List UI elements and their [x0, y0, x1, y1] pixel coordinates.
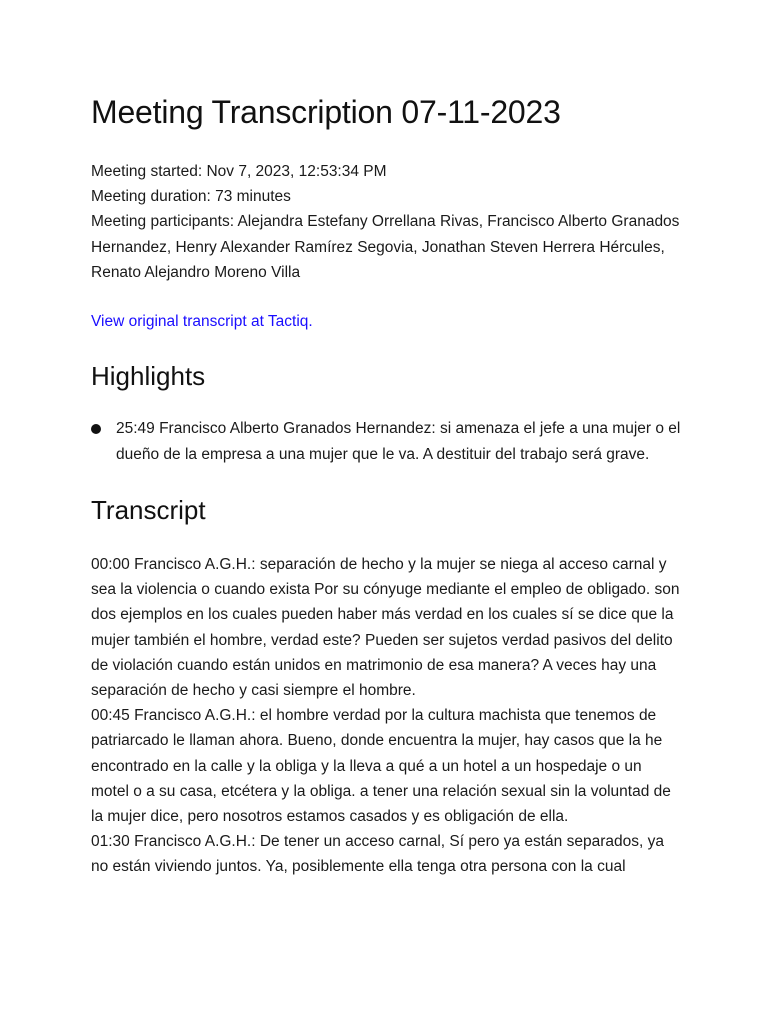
- bullet-icon: [91, 424, 101, 434]
- document-page: [91, 92, 681, 880]
- transcript-body: [91, 552, 681, 880]
- view-original-transcript-link[interactable]: View original transcript at Tactiq.: [91, 313, 313, 331]
- transcript-entry: 01:30 Francisco A.G.H.: De tener un acceso carnal, Sí pero ya están separados, ya no están viviendo juntos. Ya, posiblemente ella tenga otra persona con la cual: [91, 833, 664, 876]
- transcript-heading: Transcript: [91, 495, 206, 526]
- transcript-entry: 00:00 Francisco A.G.H.: separación de hecho y la mujer se niega al acceso carnal y sea la violencia o cuando exista Por su cónyuge mediante el empleo de obligado. son dos ejemplos en los cuales pueden haber más verdad en los cuales sí se dice que la mujer también el hombre, verdad este? Pueden ser sujetos verdad pasivos del delito de violación cuando están unidos en matrimonio de esa manera? A veces hay una separación de hecho y casi siempre el hombre.: [91, 556, 680, 700]
- transcript-entry: 00:45 Francisco A.G.H.: el hombre verdad por la cultura machista que tenemos de patriarcado le llaman ahora. Bueno, donde encuentra la mujer, hay casos que la he encontrado en la calle y la obliga y la lleva a qué a un hotel a un hospedaje o un motel o a su casa, etcétera y la obliga. a tener una relación sexual sin la voluntad de la mujer dice, pero nosotros estamos casados y es obligación de ella.: [91, 707, 671, 826]
- highlights-heading: Highlights: [91, 361, 206, 392]
- page-title: Meeting Transcription 07-11-2023: [91, 94, 561, 130]
- meeting-duration: Meeting duration: 73 minutes: [91, 188, 291, 206]
- highlight-text: 25:49 Francisco Alberto Granados Hernandez: si amenaza el jefe a una mujer o el dueño de la empresa a una mujer que le va. A destituir del trabajo será grave.: [116, 420, 681, 463]
- meeting-meta: [91, 159, 681, 285]
- meeting-started: Meeting started: Nov 7, 2023, 12:53:34 PM: [91, 163, 387, 180]
- highlight-item: [91, 416, 681, 467]
- highlights-list: [91, 416, 681, 467]
- meeting-participants: Meeting participants: Alejandra Estefany Orrellana Rivas, Francisco Alberto Granados Hernandez, Henry Alexander Ramírez Segovia, Jonathan Steven Herrera Hércules, Renato Alejandro Moreno Villa: [91, 213, 680, 281]
